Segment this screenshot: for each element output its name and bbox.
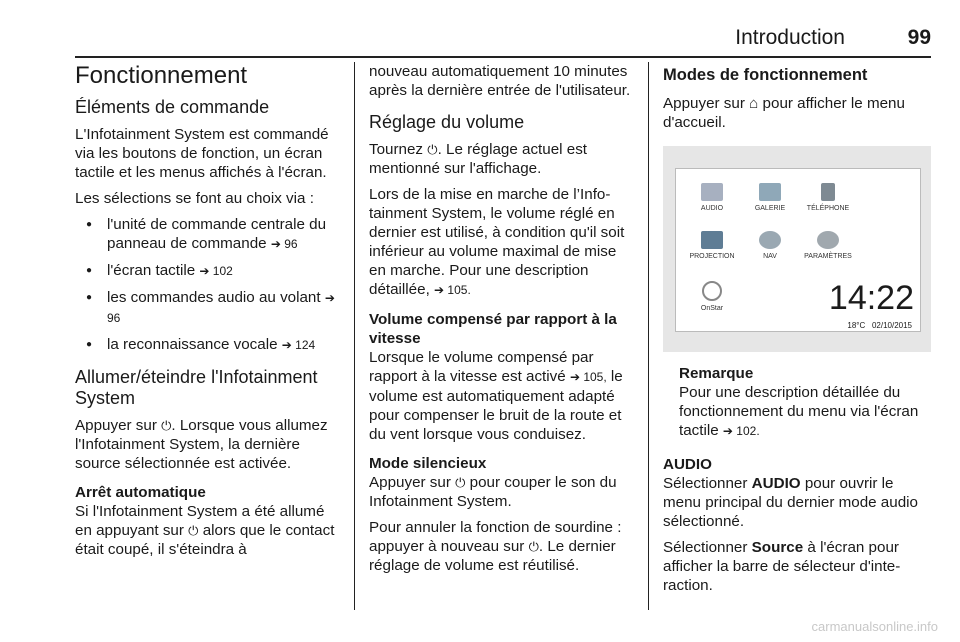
heading-controls: Éléments de commande [75, 97, 270, 117]
section-title: Introduction [735, 26, 845, 49]
paragraph: Appuyer sur ⌂ pour afficher le menu d'accueil. [663, 95, 905, 131]
paragraph: Sélectionner Source à l'écran pour afficher la barre de sélecteur d'interaction. [663, 539, 901, 594]
projection-app-icon: PROJECTION [684, 231, 740, 261]
clock-time: 14:22 [828, 279, 914, 317]
paragraph: Appuyer sur ⏻. Lorsque vous allumez l'Infotainment System, la dernière source sélectionnée est activée. [75, 417, 328, 472]
power-icon: ⏻ [188, 523, 199, 538]
note-box [679, 364, 931, 441]
home-screen-image [663, 146, 931, 352]
paragraph: nouveau automatiquement 10 minutes après la dernière entrée de l'utilisateur. [369, 63, 631, 99]
clock-details: 18°C 02/10/2015 [847, 321, 912, 330]
main-heading: Fonctionnement [75, 62, 248, 89]
power-icon: ⏻ [427, 142, 438, 157]
power-icon: ⏻ [528, 539, 539, 554]
note-label: Remarque [679, 365, 754, 382]
page-ref: ➔ 105, [569, 370, 607, 384]
note-text: Pour une description détaillée du fonctionnement du menu via l'écran tactile ➔ 102. [679, 384, 919, 439]
heading-power: Allumer/éteindre l'Infotainment System [75, 367, 318, 408]
column-1 [75, 62, 343, 566]
heading-modes: Modes de fonctionnement [663, 66, 868, 84]
settings-app-icon: PARAMÈTRES [800, 231, 856, 261]
paragraph: Appuyer sur ⏻ pour couper le son du Infotainment System. [369, 474, 617, 510]
page-ref: ➔ 105. [434, 283, 471, 297]
paragraph: Si l'Infotainment System a été allumé en appuyant sur ⏻ alors que le contact était coupé, il s'éteindra à [75, 503, 335, 558]
power-icon: ⏻ [455, 475, 466, 490]
subheading-mute: Mode silencieux [369, 455, 487, 472]
list-item: ● l'unité de commande centrale du panneau de commande ➔ 96 [75, 215, 343, 254]
watermark: carmanualsonline.info [811, 619, 938, 634]
header-rule [75, 56, 931, 58]
display-panel [675, 168, 921, 332]
gallery-app-icon: GALERIE [742, 183, 798, 213]
page-header [75, 26, 931, 56]
phone-app-icon: TÉLÉPHONE [800, 183, 856, 213]
subheading-speed-volume: Volume compensé par rapport à la vitesse [369, 311, 617, 347]
nav-app-icon: NAV [742, 231, 798, 261]
column-2 [369, 62, 633, 582]
onstar-app-icon: OnStar [684, 281, 740, 313]
column-3 [663, 62, 931, 602]
selection-list [75, 215, 343, 355]
subheading-auto-off: Arrêt automatique [75, 484, 206, 501]
page-ref: ➔ 102 [199, 264, 233, 278]
paragraph: Lorsque le volume compensé par rapport à la vitesse est activé ➔ 105, le volume est automatiquement adapté pour compenser le bruit de la route et du vent lorsque vous conduisez. [369, 349, 623, 443]
page-number: 99 [907, 26, 931, 49]
column-divider [354, 62, 355, 610]
list-item: ● la reconnaissance vocale ➔ 124 [75, 335, 343, 355]
home-icon: ⌂ [749, 95, 759, 112]
page-ref: ➔ 96 [270, 237, 298, 251]
page-ref: ➔ 102. [722, 424, 760, 438]
power-icon: ⏻ [161, 418, 172, 433]
paragraph: Tournez ⏻. Le réglage actuel est mentionné sur l'affichage. [369, 141, 588, 177]
page-ref: ➔ 124 [281, 338, 316, 352]
paragraph: Pour annuler la fonction de sourdine : appuyer à nouveau sur ⏻. Le dernier réglage de volume est réutilisé. [369, 519, 622, 574]
audio-app-icon: AUDIO [684, 183, 740, 213]
paragraph: Les sélections se font au choix via : [75, 190, 314, 207]
list-item: ● l'écran tactile ➔ 102 [75, 261, 343, 281]
list-item: ● les commandes audio au volant ➔ 96 [75, 288, 343, 328]
paragraph: Sélectionner AUDIO pour ouvrir le menu principal du dernier mode audio sélectionné. [663, 475, 918, 530]
column-divider [648, 62, 649, 610]
subheading-audio: AUDIO [663, 456, 712, 473]
paragraph: Lors de la mise en marche de l’Infotainment System, le volume réglé en dernier est utilisé, à condition qu'il soit inférieur au volume maximal de mise en marche. Pour une description détaillée, ➔ 105. [369, 186, 625, 298]
paragraph: L'Infotainment System est commandé via les boutons de fonction, un écran tactile et les menus affichés à l'écran. [75, 126, 329, 181]
heading-volume: Réglage du volume [369, 112, 525, 132]
page-ref: ➔ 96 [107, 291, 335, 325]
